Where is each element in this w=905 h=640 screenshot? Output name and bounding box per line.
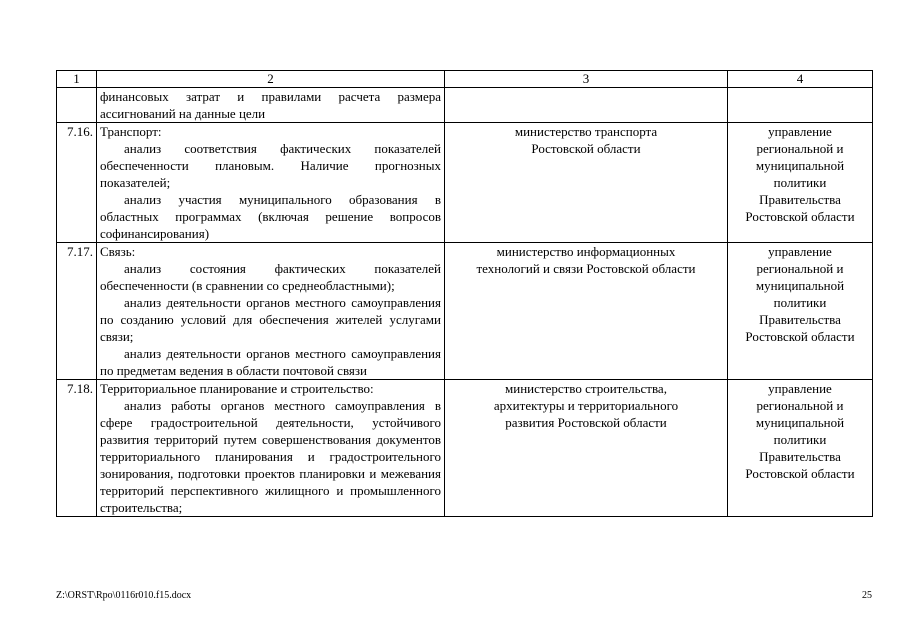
dept-line: политики bbox=[773, 432, 827, 447]
ministry-line: архитектуры и территориального bbox=[493, 398, 679, 413]
continuation-row bbox=[57, 88, 873, 123]
ministry-cell bbox=[445, 88, 728, 123]
footer-page-number: 25 bbox=[862, 590, 872, 601]
dept-line: Ростовской области bbox=[745, 329, 855, 344]
row-number: 7.17. bbox=[57, 243, 97, 380]
dept-line: муниципальной bbox=[755, 278, 845, 293]
table-header-row bbox=[57, 71, 873, 88]
ministry-line: министерство информационных bbox=[496, 244, 676, 259]
dept-line: региональной и bbox=[756, 398, 844, 413]
paragraph: анализ соответствия фактических показателей обеспеченности плановым. Наличие прогнозных показателей; bbox=[100, 141, 441, 190]
document-table bbox=[56, 70, 873, 517]
paragraph: анализ участия муниципального образования в областных программах (включая решение вопросов софинансирования) bbox=[100, 192, 441, 241]
dept-line: Правительства bbox=[759, 449, 841, 464]
dept-line: политики bbox=[773, 175, 827, 190]
paragraph: анализ деятельности органов местного самоуправления по созданию условий для обеспечения жителей услугами связи; bbox=[100, 295, 441, 344]
section-title: Связь: bbox=[100, 244, 136, 259]
ministry-line: министерство строительства, bbox=[505, 381, 667, 396]
dept-line: муниципальной bbox=[755, 415, 845, 430]
dept-cell bbox=[728, 380, 873, 517]
dept-cell bbox=[728, 88, 873, 123]
row-number: 7.16. bbox=[57, 123, 97, 243]
description-cell bbox=[97, 243, 445, 380]
dept-line: Правительства bbox=[759, 312, 841, 327]
ministry-line: технологий и связи Ростовской области bbox=[476, 261, 696, 276]
table-row bbox=[57, 243, 873, 380]
dept-line: управление bbox=[768, 381, 832, 396]
table-row bbox=[57, 380, 873, 517]
description-cell bbox=[97, 123, 445, 243]
dept-cell bbox=[728, 123, 873, 243]
col-header-2: 2 bbox=[97, 71, 445, 88]
dept-line: управление bbox=[768, 124, 832, 139]
dept-line: региональной и bbox=[756, 141, 844, 156]
row-number bbox=[57, 88, 97, 123]
paragraph: анализ состояния фактических показателей обеспеченности (в сравнении со среднеобластными); bbox=[100, 261, 441, 293]
dept-line: управление bbox=[768, 244, 832, 259]
section-title: Территориальное планирование и строительство: bbox=[100, 381, 374, 396]
dept-line: муниципальной bbox=[755, 158, 845, 173]
ministry-cell bbox=[445, 380, 728, 517]
row-number: 7.18. bbox=[57, 380, 97, 517]
col-header-3: 3 bbox=[445, 71, 728, 88]
dept-line: Ростовской области bbox=[745, 466, 855, 481]
paragraph: анализ работы органов местного самоуправления в сфере градостроительной деятельности, устойчивого развития территорий путем совершенствования документов территориального планирования и градостроительного зонирования, подготовки проектов планировки и межевания территорий перспективного жилищного и промышленного строительства; bbox=[100, 398, 441, 515]
dept-line: региональной и bbox=[756, 261, 844, 276]
dept-line: Ростовской области bbox=[745, 209, 855, 224]
dept-line: политики bbox=[773, 295, 827, 310]
ministry-line: министерство транспорта bbox=[514, 124, 658, 139]
description-cell bbox=[97, 380, 445, 517]
section-title: Транспорт: bbox=[100, 124, 162, 139]
dept-line: Правительства bbox=[759, 192, 841, 207]
table-row bbox=[57, 123, 873, 243]
ministry-cell bbox=[445, 123, 728, 243]
ministry-line: развития Ростовской области bbox=[505, 415, 667, 430]
ministry-cell bbox=[445, 243, 728, 380]
dept-cell bbox=[728, 243, 873, 380]
continuation-text: финансовых затрат и правилами расчета размера ассигнований на данные цели bbox=[97, 88, 445, 123]
paragraph: анализ деятельности органов местного самоуправления по предметам ведения в области почтовой связи bbox=[100, 346, 441, 378]
footer-file-path: Z:\ORST\Rpo\0116r010.f15.docx bbox=[56, 590, 192, 601]
ministry-line: Ростовской области bbox=[531, 141, 641, 156]
col-header-4: 4 bbox=[728, 71, 873, 88]
col-header-1: 1 bbox=[57, 71, 97, 88]
